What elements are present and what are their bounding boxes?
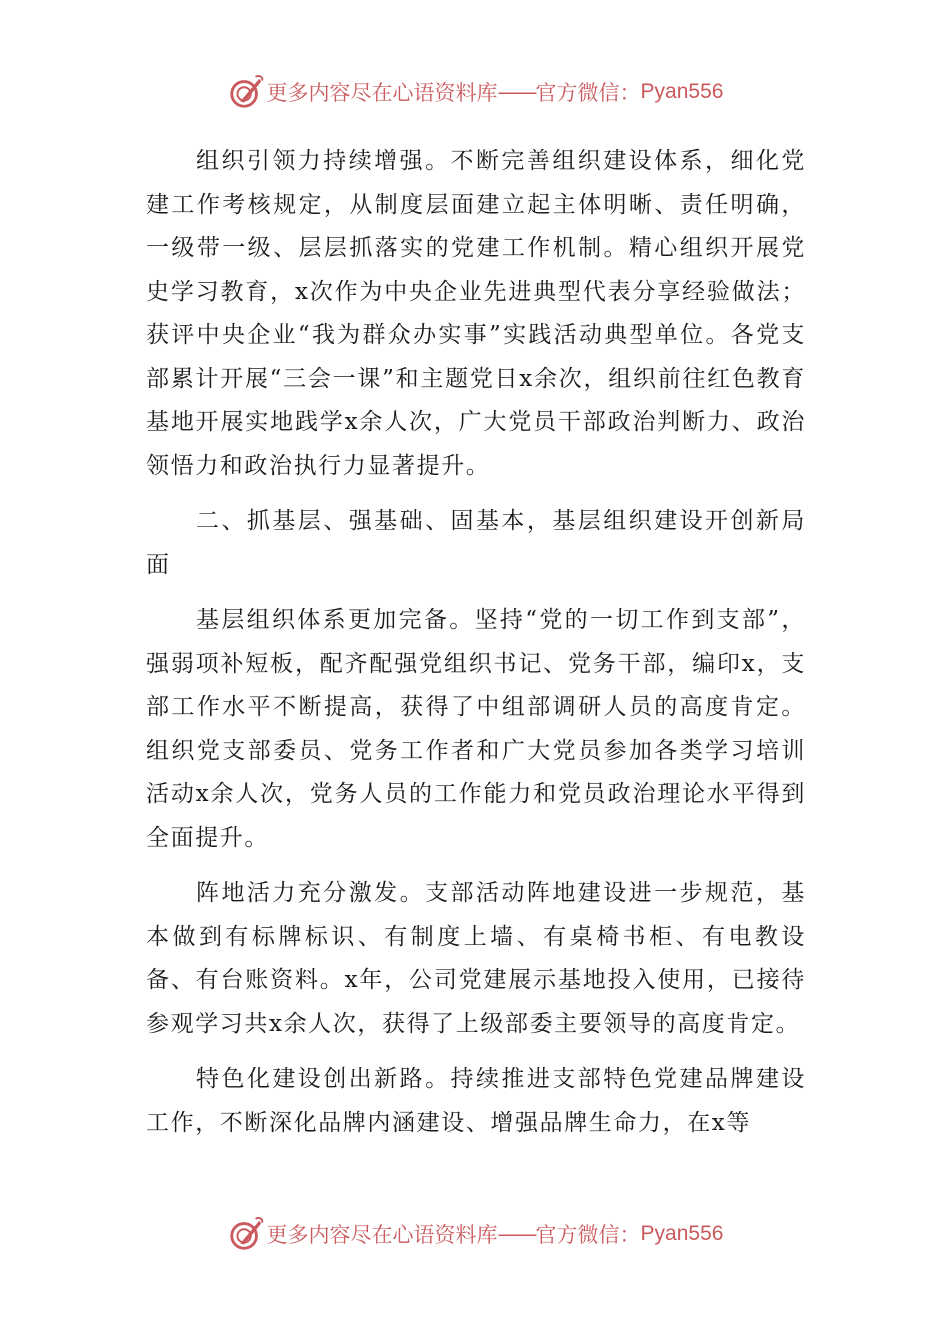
banner-text: 更多内容尽在心语资料库 <box>266 1223 498 1247</box>
paragraph-activity-venue: 阵地活力充分激发。支部活动阵地建设进一步规范，基本做到有标牌标识、有制度上墙、有桌椅书柜、有电教设备、有台账资料。x年，公司党建展示基地投入使用，已接待参观学习共x余人次，获得了上级部委主要领导的高度肯定。 <box>146 880 806 1037</box>
paragraph-organization-leadership: 组织引领力持续增强。不断完善组织建设体系，细化党建工作考核规定，从制度层面建立起主体明晰、责任明确，一级带一级、层层抓落实的党建工作机制。精心组织开展党史学习教育，x次作为中央企业先进典型代表分享经验做法；获评中央企业“我为群众办实事”实践活动典型单位。各党支部累计开展“三会一课”和主题党日x余次，组织前往红色教育基地开展实地践学x余人次，广大党员干部政治判断力、政治领悟力和政治执行力显著提升。 <box>146 148 806 479</box>
quill-logo-icon <box>227 73 265 111</box>
banner-separator: —— <box>497 1222 536 1246</box>
banner-text: 更多内容尽在心语资料库 <box>266 81 498 105</box>
document-body <box>146 140 806 1157</box>
paragraph-characteristic-building: 特色化建设创出新路。持续推进支部特色党建品牌建设工作，不断深化品牌内涵建设、增强品牌生命力，在x等 <box>146 1066 806 1136</box>
banner-wechat-label: 官方微信： <box>535 81 641 105</box>
banner-wechat-label: 官方微信： <box>535 1223 641 1247</box>
section-heading-two: 二、抓基层、强基础、固基本，基层组织建设开创新局面 <box>146 508 806 578</box>
banner-wechat-id: Pyan556 <box>640 1222 724 1245</box>
quill-logo-icon <box>227 1215 265 1253</box>
paragraph-grassroots-system: 基层组织体系更加完备。坚持“党的一切工作到支部”，强弱项补短板，配齐配强党组织书记、党务干部，编印x，支部工作水平不断提高，获得了中组部调研人员的高度肯定。组织党支部委员、党务工作者和广大党员参加各类学习培训活动x余人次，党务人员的工作能力和党员政治理论水平得到全面提升。 <box>146 607 806 851</box>
banner-wechat-id: Pyan556 <box>640 80 724 103</box>
banner-separator: —— <box>497 80 536 104</box>
header-watermark-banner <box>0 72 950 112</box>
footer-watermark-banner <box>0 1214 950 1254</box>
